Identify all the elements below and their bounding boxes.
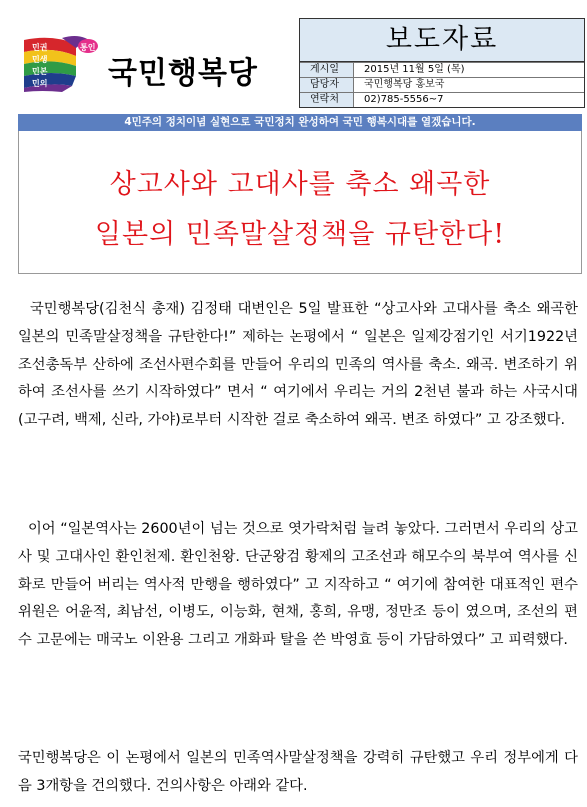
party-name: 국민행복당 [108,56,258,91]
flag-label-tongin: 통인 [80,43,96,52]
party-logo [22,34,272,94]
info-value: 02)785-5556~7 [364,94,444,105]
flag-label-minbon: 민본 [32,67,48,76]
info-row-phone [300,92,584,107]
info-row-contact-person [300,77,584,92]
flag-label-minsaeng: 민생 [32,55,48,64]
press-info-box [299,18,585,108]
press-release-title: 보도자료 [300,19,584,62]
headline-line-1: 상고사와 고대사를 축소 왜곡한 [109,169,491,200]
info-label: 연락처 [300,93,354,107]
info-label: 담당자 [300,78,354,92]
info-row-date [300,62,584,77]
body-paragraph-2: 이어 “일본역사는 2600년이 넘는 것으로 엿가락처럼 늘려 놓았다. 그러면서 우리의 상고사 및 고대사인 환인천제. 환인천왕. 단군왕검 황제의 고조선과 해모수의 북부여 역사를 신화로 만들어 버리는 역사적 만행을 행하였다” 고 지작하고 “ 여기에 참여한 대표적인 편수위원은 어윤적, 최남선, 이병도, 이능화, 현채, 홍희, 유맹, 정만조 등이 였으며, 조선의 편수 고문에는 매국노 이완용 그리고 개화파 탈을 쓴 박영효 등이 가담하였다” 고 피력했다. [18,521,578,649]
slogan-banner: 4민주의 정치이념 실현으로 국민정치 완성하여 국민 행복시대를 열겠습니다. [18,114,582,131]
info-label: 게시일 [300,63,354,77]
info-value: 국민행복당 홍보국 [364,79,445,90]
flag-label-minkwon: 민권 [32,43,48,52]
flag-label-minui: 민의 [32,79,48,88]
headline-line-2: 일본의 민족말살정책을 규탄한다! [94,219,506,250]
info-value: 2015년 11월 5일 (목) [364,64,465,75]
body-paragraph-1: 국민행복당(김천식 총재) 김정태 대변인은 5일 발표한 “상고사와 고대사를 축소 왜곡한 일본의 민족말살정책을 규탄한다!” 제하는 논평에서 “ 일본은 일제강점기인 서기1922년 조선총독부 산하에 조선사편수회를 만들어 우리의 민족의 역사를 축소. 왜곡. 변조하기 위하여 조선사를 쓰기 시작하였다” 면서 “ 여기에서 우리는 거의 2천년 불과 하는 사국시대(고구려, 백제, 신라, 가야)로부터 시작한 걸로 축소하여 왜곡. 변조 하였다” 고 강조했다. [18,301,578,429]
body-paragraph-3: 국민행복당은 이 논평에서 일본의 민족역사말살정책을 강력히 규탄했고 우리 정부에게 다음 3개항을 건의했다. 건의사항은 아래와 같다. [18,750,578,794]
